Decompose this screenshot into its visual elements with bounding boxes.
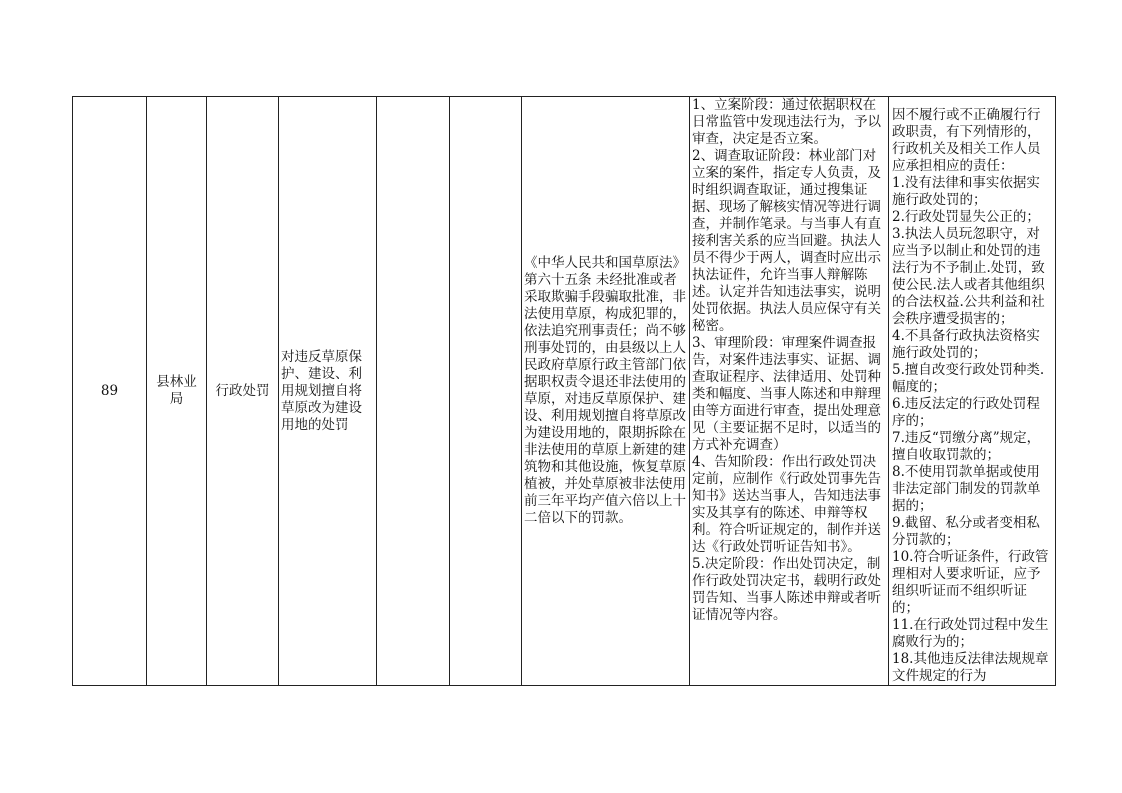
responsibility-item: 5.擅自改变行政处罚种类.幅度的； xyxy=(892,362,1045,395)
code-cell xyxy=(450,97,522,686)
department-name: 县林业局 xyxy=(156,374,197,407)
responsibility-item: 6.违反法定的行政处罚程序的； xyxy=(892,396,1040,429)
responsibility-item: 11.在行政处罚过程中发生腐败行为的； xyxy=(892,617,1049,650)
responsibility-item: 18.其他违反法律法规规章文件规定的行为 xyxy=(892,651,1049,684)
power-type: 行政处罚 xyxy=(215,382,270,399)
responsibility-item: 1.没有法律和事实依据实施行政处罚的； xyxy=(892,175,1040,208)
responsibility-item: 8.不使用罚款单据或使用非法定部门制发的罚款单据的； xyxy=(892,464,1041,514)
row-number-cell xyxy=(73,97,147,686)
power-type-cell xyxy=(207,97,279,686)
responsibility-item: 10.符合听证条件，行政管理相对人要求听证，应予组织听证而不组织听证的； xyxy=(892,549,1049,616)
responsibility-cell xyxy=(889,97,1056,686)
procedure-step: 2、调查取证阶段：林业部门对立案的案件，指定专人负责，及时组织调查取证，通过搜集证据、现场了解核实情况等进行调查，并制作笔录。与当事人有直接利害关系的应当回避。执法人员不得少于两人，调查时应出示执法证件，允许当事人辩解陈述。认定并告知违法事实，说明处罚依据。执法人员应保守有关秘密。 xyxy=(692,148,881,334)
item-name-cell xyxy=(279,97,377,686)
table-row xyxy=(73,97,1056,686)
responsibility-item: 4.不具备行政执法资格实施行政处罚的； xyxy=(892,328,1040,361)
responsibility-item: 7.违反“罚缴分离”规定，擅自收取罚款的； xyxy=(892,430,1041,463)
item-name: 对违反草原保护、建设、利用规划擅自将草原改为建设用地的处罚 xyxy=(281,348,362,433)
procedure-cell xyxy=(690,97,889,686)
department-cell xyxy=(147,97,207,686)
procedure-step: 1、立案阶段：通过依据职权在日常监管中发现违法行为，予以审查，决定是否立案。 xyxy=(692,97,881,147)
procedure-step: 5.决定阶段：作出处罚决定，制作行政处罚决定书，载明行政处罚告知、当事人陈述申辩或者听证情况等内容。 xyxy=(692,556,881,623)
row-number: 89 xyxy=(100,382,119,399)
legal-basis-cell xyxy=(522,97,690,686)
responsibility-intro: 因不履行或不正确履行行政职责，有下列情形的，行政机关及相关工作人员应承担相应的责任： xyxy=(892,107,1041,174)
procedure-step: 3、审理阶段：审理案件调查报告，对案件违法事实、证据、调查取证程序、法律适用、处罚种类和幅度、当事人陈述和申辩理由等方面进行审查，提出处理意见（主要证据不足时，以适当的方式补充调查） xyxy=(692,335,881,453)
procedure-step: 4、告知阶段：作出行政处罚决定前，应制作《行政处罚事先告知书》送达当事人，告知违法事实及其享有的陈述、申辩等权利。符合听证规定的，制作并送达《行政处罚听证告知书》。 xyxy=(692,454,881,555)
legal-basis: 《中华人民共和国草原法》第六十五条 未经批准或者采取欺骗手段骗取批准，非法使用草原，构成犯罪的，依法追究刑事责任；尚不够刑事处罚的，由县级以上人民政府草原行政主管部门依据职权责令退还非法使用的草原，对违反草原保护、建设、利用规划擅自将草原改为建设用地的，限期拆除在非法使用的草原上新建的建筑物和其他设施，恢复草原植被，并处草原被非法使用前三年平均产值六倍以上十二倍以下的罚款。 xyxy=(524,255,686,526)
responsibility-item: 3.执法人员玩忽职守，对应当予以制止和处罚的违法行为不予制止.处罚，致使公民.法人或者其他组织的合法权益.公共利益和社会秩序遭受损害的； xyxy=(892,226,1045,327)
sub-item-cell xyxy=(377,97,450,686)
responsibility-item: 9.截留、私分或者变相私分罚款的； xyxy=(892,515,1040,548)
power-list-table xyxy=(72,96,1056,686)
responsibility-list xyxy=(889,97,1055,685)
procedure-list xyxy=(690,97,888,643)
responsibility-item: 2.行政处罚显失公正的； xyxy=(892,209,1040,225)
